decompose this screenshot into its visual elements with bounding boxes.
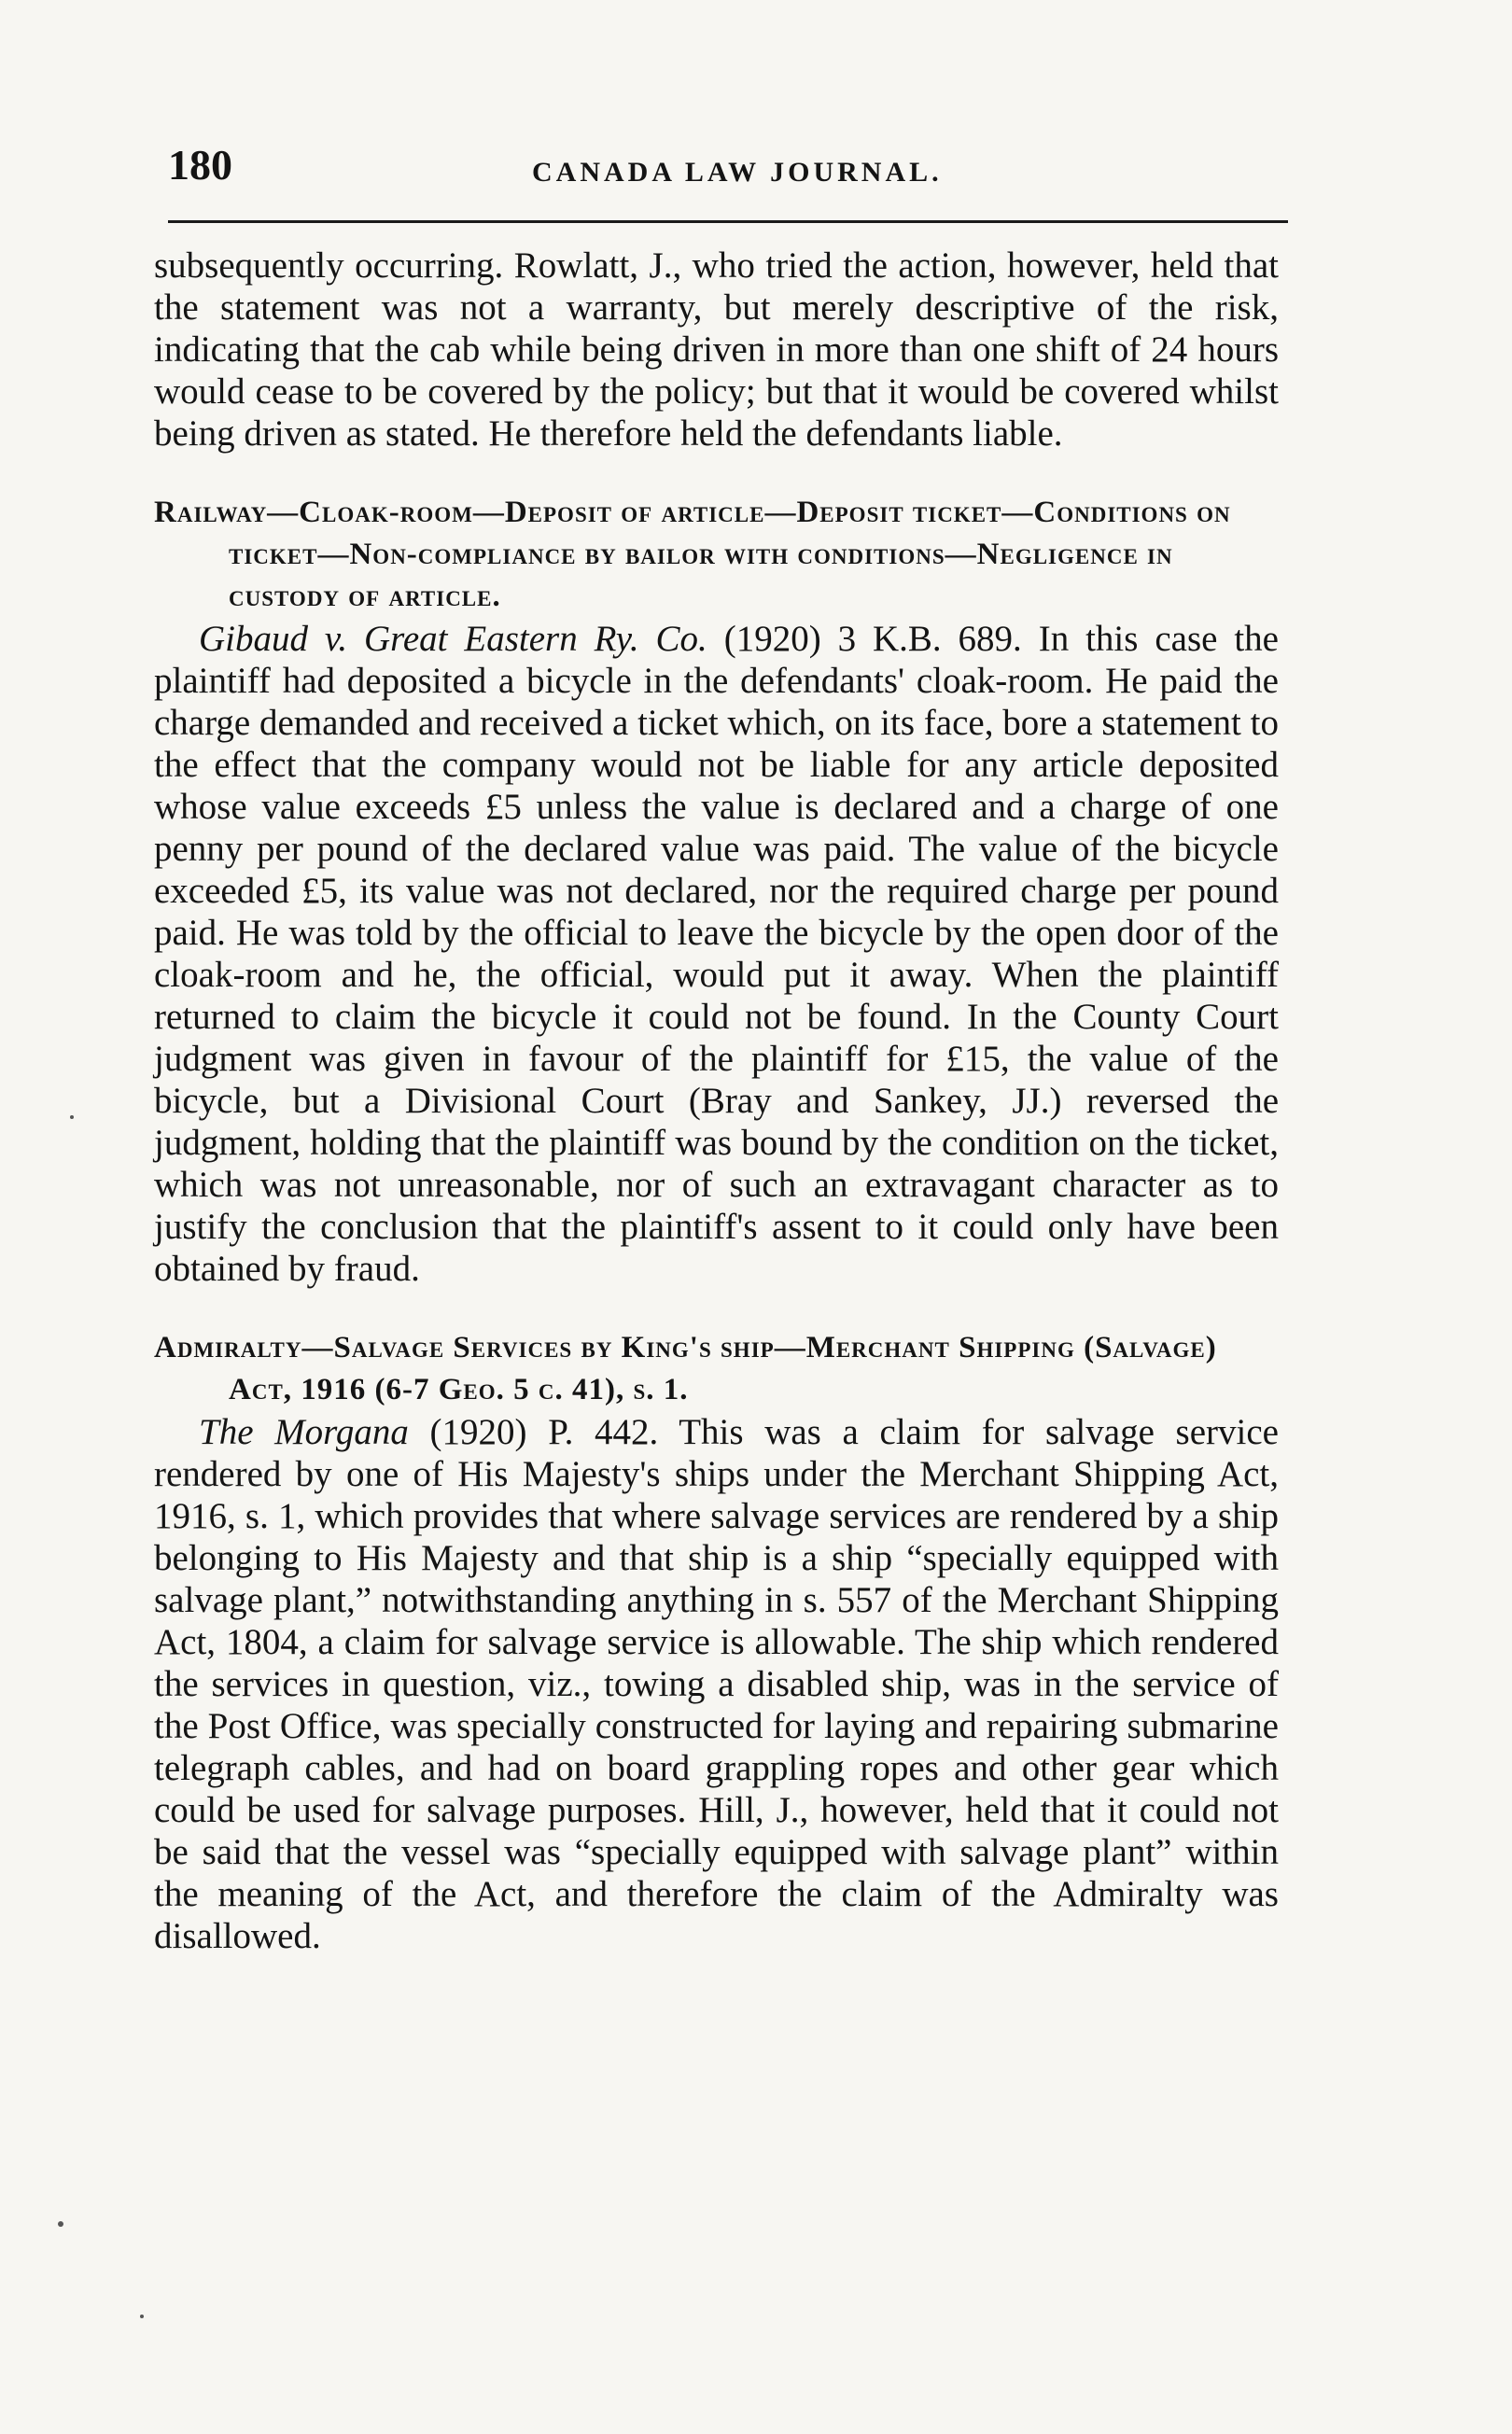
journal-title: CANADA LAW JOURNAL. — [532, 157, 943, 188]
case-name-gibaud: Gibaud v. Great Eastern Ry. Co. — [199, 619, 707, 659]
case-text-morgana: (1920) P. 442. This was a claim for salvage service rendered by one of His Majesty's ships under the Merchant Shipping Act, 1916, s. 1, which provides that where salvage services are rendered by a ship belonging to His Majesty and that ship is a ship “specially equipped with salvage plant,” notwithstanding anything in s. 557 of the Merchant Shipping Act, 1804, a claim for salvage service is allowable. The ship which rendered the services in question, viz., towing a disabled ship, was in the service of the Post Office, was specially constructed for laying and repairing submarine telegraph cables, and had on board grappling ropes and other gear which could be used for salvage purposes. Hill, J., however, held that it could not be said that the vessel was “specially equipped with salvage plant” within the meaning of the Act, and therefore the claim of the Admiralty was disallowed. — [154, 1412, 1279, 1956]
page-body — [154, 245, 1279, 1957]
ink-speck — [58, 2221, 63, 2227]
page-header — [168, 140, 1288, 205]
case-paragraph-gibaud — [154, 618, 1279, 1290]
case-name-morgana: The Morgana — [199, 1412, 409, 1452]
page-number: 180 — [168, 141, 232, 189]
case-text-gibaud: (1920) 3 K.B. 689. In this case the plaintiff had deposited a bicycle in the defendants' cloak-room. He paid the charge demanded and received a ticket which, on its face, bore a statement to the effect that the company would not be liable for any article deposited whose value exceeds £5 unless the value is declared and a charge of one penny per pound of the declared value was paid. The value of the bicycle exceeded £5, its value was not declared, nor the required charge per pound paid. He was told by the official to leave the bicycle by the open door of the cloak-room and he, the official, would put it away. When the plaintiff returned to claim the bicycle it could not be found. In the County Court judgment was given in favour of the plaintiff for £15, the value of the bicycle, but a Divisional Court (Bray and Sankey, JJ.) reversed the judgment, holding that the plaintiff was bound by the condition on the ticket, which was not unreasonable, nor of such an extravagant character as to justify the conclusion that the plaintiff's assent to it could only have been obtained by fraud. — [154, 619, 1279, 1289]
case-paragraph-morgana — [154, 1411, 1279, 1957]
header-rule — [168, 220, 1288, 223]
section-heading-admiralty: Admiralty—Salvage Services by King's ship—Merchant Shipping (Salvage) Act, 1916 (6-7 Geo. 5 c. 41), s. 1. — [154, 1331, 1217, 1406]
ink-speck — [140, 2315, 144, 2318]
ink-speck — [70, 1115, 74, 1119]
section-heading-railway: Railway—Cloak-room—Deposit of article—Deposit ticket—Conditions on ticket—Non-compliance by bailor with conditions—Negligence in custody of article. — [154, 496, 1231, 613]
continued-paragraph: subsequently occurring. Rowlatt, J., who tried the action, however, held that the statement was not a warranty, but merely descriptive of the risk, indicating that the cab while being driven in more than one shift of 24 hours would cease to be covered by the policy; but that it would be covered whilst being driven as stated. He therefore held the defendants liable. — [154, 245, 1279, 454]
